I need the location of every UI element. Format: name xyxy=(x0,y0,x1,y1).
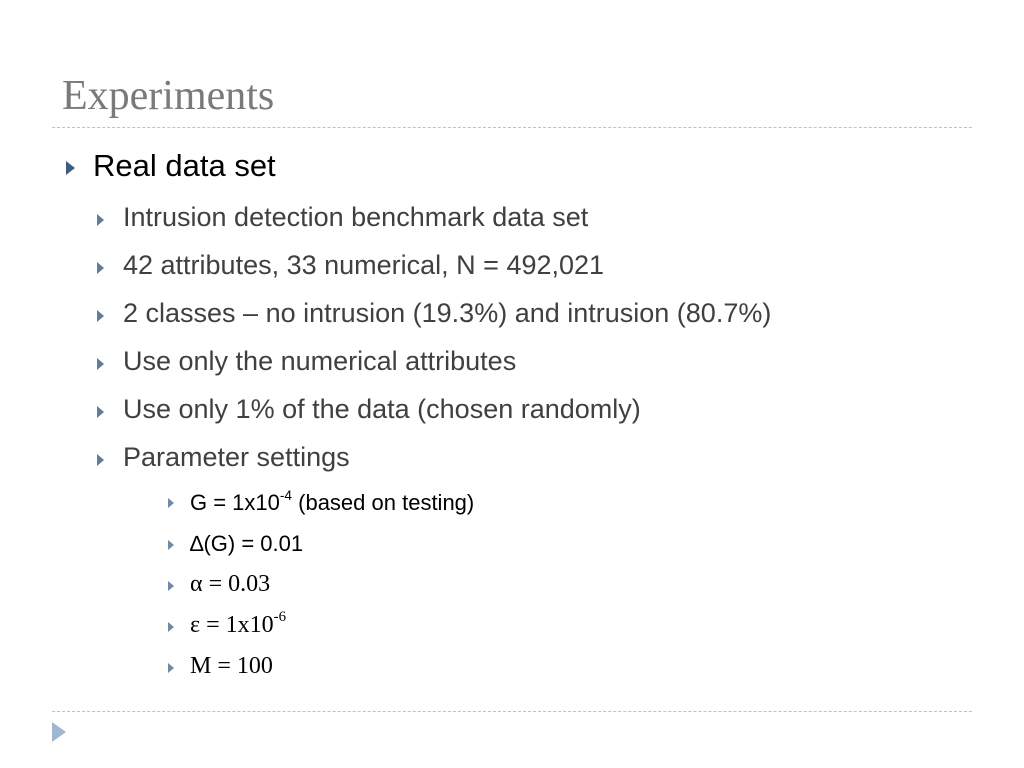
level2-item: Use only the numerical attributes xyxy=(123,346,517,376)
bullet-icon xyxy=(97,214,104,226)
bullet-icon xyxy=(97,454,104,466)
param-alpha: α = 0.03 xyxy=(190,571,271,597)
title-divider xyxy=(52,127,972,128)
bullet-icon xyxy=(97,358,104,370)
level2-item: Intrusion detection benchmark data set xyxy=(123,202,589,232)
level1-item: Real data set xyxy=(93,148,276,183)
level2-item: 42 attributes, 33 numerical, N = 492,021 xyxy=(123,250,605,280)
param-epsilon xyxy=(190,608,287,639)
bullet-icon xyxy=(168,540,174,550)
param-m: M = 100 xyxy=(190,653,273,679)
param-g-note: (based on testing) xyxy=(292,490,475,515)
param-g-exponent: -4 xyxy=(279,487,293,503)
bullet-icon xyxy=(97,310,104,322)
param-epsilon-exponent: -6 xyxy=(273,608,287,625)
param-delta-g: ∆(G) = 0.01 xyxy=(190,531,304,556)
level2-item: 2 classes – no intrusion (19.3%) and intrusion (80.7%) xyxy=(123,298,772,328)
bullet-icon xyxy=(97,262,104,274)
bullet-icon xyxy=(168,663,174,673)
bullet-icon xyxy=(168,622,174,632)
param-g xyxy=(190,487,475,516)
level2-item: Parameter settings xyxy=(123,442,350,472)
level2-item: Use only 1% of the data (chosen randomly) xyxy=(123,394,641,424)
footer-divider xyxy=(52,711,972,712)
bullet-icon xyxy=(66,161,75,175)
slide-title: Experiments xyxy=(62,73,275,119)
bullet-icon xyxy=(97,406,104,418)
param-g-base: G = 1x10 xyxy=(190,490,280,515)
param-epsilon-base: ε = 1x10 xyxy=(190,612,274,638)
bullet-icon xyxy=(168,498,174,508)
bullet-icon xyxy=(168,581,174,591)
corner-arrow-icon xyxy=(52,722,66,742)
